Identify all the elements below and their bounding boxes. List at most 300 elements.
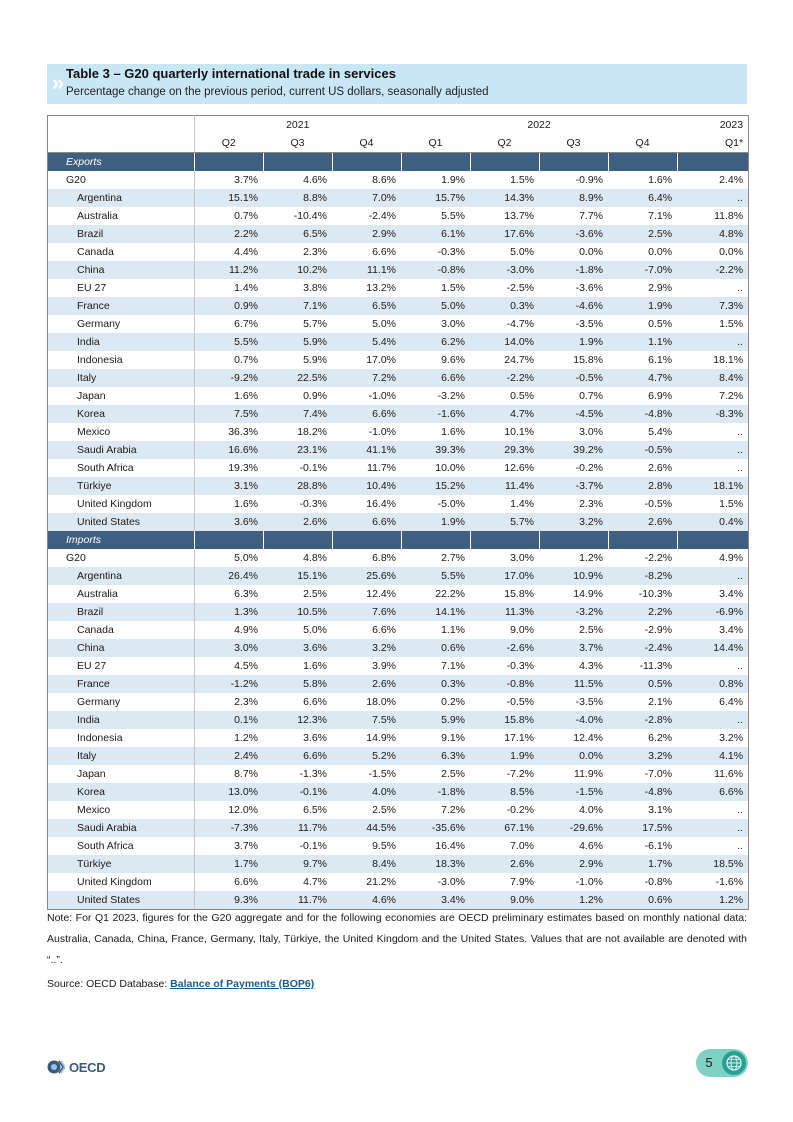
table-cell: 3.8% bbox=[303, 282, 327, 294]
table-cell: 17.6% bbox=[470, 225, 539, 243]
table-cell: 2.3% bbox=[303, 246, 327, 258]
table-cell: 1.4% bbox=[234, 282, 258, 294]
table-cell: 4.3% bbox=[579, 660, 604, 672]
table-cell: -0.5% bbox=[539, 369, 608, 387]
table-cell: -1.3% bbox=[299, 768, 327, 780]
table-row bbox=[48, 279, 748, 297]
table-cell: 3.6% bbox=[303, 732, 327, 744]
row-label: China bbox=[48, 639, 194, 657]
table-cell: 15.8% bbox=[573, 354, 604, 366]
table-cell: .. bbox=[677, 441, 748, 459]
table-cell: 4.1% bbox=[677, 747, 748, 765]
table-cell: 2.5% bbox=[303, 588, 327, 600]
table-cell: -1.8% bbox=[401, 783, 470, 801]
table-cell: 5.0% bbox=[372, 318, 397, 330]
table-row bbox=[48, 801, 748, 819]
table-cell: 39.3% bbox=[401, 441, 470, 459]
table-cell: -1.8% bbox=[539, 261, 608, 279]
section-header-cell bbox=[677, 153, 748, 172]
table-cell: 1.6% bbox=[303, 660, 327, 672]
table-cell: 3.7% bbox=[539, 639, 608, 657]
table-cell: 4.6% bbox=[332, 891, 401, 909]
table-cell: 12.4% bbox=[366, 588, 397, 600]
row-label: EU 27 bbox=[48, 279, 194, 297]
table-cell: 0.4% bbox=[677, 513, 748, 531]
section-title: Exports bbox=[48, 153, 194, 172]
table-cell: 2.3% bbox=[579, 498, 604, 510]
globe-icon bbox=[722, 1051, 746, 1075]
table-cell: 3.0% bbox=[194, 639, 263, 657]
table-cell: -2.6% bbox=[470, 639, 539, 657]
header-corner bbox=[48, 116, 194, 135]
table-cell: 1.6% bbox=[234, 498, 258, 510]
table-cell: 29.3% bbox=[470, 441, 539, 459]
year-header-row bbox=[48, 116, 748, 135]
table-cell: 5.0% bbox=[510, 246, 535, 258]
table-cell: 5.5% bbox=[194, 333, 263, 351]
table-cell: 21.2% bbox=[366, 876, 397, 888]
table-cell: -7.0% bbox=[608, 261, 677, 279]
table-cell: 9.0% bbox=[470, 891, 539, 909]
table-cell: -11.3% bbox=[639, 660, 673, 672]
table-cell: 7.1% bbox=[648, 210, 673, 222]
table-cell: 3.7% bbox=[234, 174, 258, 186]
table-cell: 3.2% bbox=[608, 747, 677, 765]
table-cell: 14.0% bbox=[470, 333, 539, 351]
table-cell: -6.1% bbox=[644, 840, 673, 852]
table-cell: -0.2% bbox=[575, 462, 604, 474]
table-cell: 2.8% bbox=[608, 477, 677, 495]
table-cell: 7.1% bbox=[263, 297, 332, 315]
table-cell: 6.2% bbox=[648, 732, 673, 744]
table-cell: 41.1% bbox=[332, 441, 401, 459]
table-row bbox=[48, 567, 748, 585]
quarter-header: Q2 bbox=[470, 134, 539, 153]
table-cell: 5.5% bbox=[441, 210, 466, 222]
table-cell: 4.8% bbox=[677, 225, 748, 243]
table-cell: 1.9% bbox=[470, 747, 539, 765]
table-cell: 5.2% bbox=[332, 747, 401, 765]
table-cell: 26.4% bbox=[194, 567, 263, 585]
table-cell: -2.4% bbox=[368, 210, 397, 222]
table-row bbox=[48, 243, 748, 261]
table-cell: 1.7% bbox=[608, 855, 677, 873]
table-cell: 2.5% bbox=[372, 804, 397, 816]
table-cell: 1.2% bbox=[579, 552, 604, 564]
table-cell: 3.1% bbox=[194, 477, 263, 495]
row-label: Brazil bbox=[48, 225, 194, 243]
table-cell: -4.8% bbox=[608, 405, 677, 423]
table-cell: .. bbox=[737, 840, 744, 852]
table-cell: .. bbox=[677, 333, 748, 351]
row-label: Indonesia bbox=[48, 351, 194, 369]
table-cell: .. bbox=[737, 660, 744, 672]
table-cell: 4.7% bbox=[608, 369, 677, 387]
quarter-header: Q1 bbox=[401, 134, 470, 153]
row-label: Germany bbox=[48, 315, 194, 333]
table-cell: 9.5% bbox=[372, 840, 397, 852]
table-cell: 0.7% bbox=[234, 354, 258, 366]
table-cell: 4.6% bbox=[579, 840, 604, 852]
table-cell: 1.2% bbox=[677, 891, 748, 909]
row-label: France bbox=[48, 297, 194, 315]
table-cell: -35.6% bbox=[401, 819, 470, 837]
table-cell: 6.9% bbox=[648, 390, 673, 402]
table-cell: 3.4% bbox=[401, 891, 470, 909]
double-chevron-icon: » bbox=[51, 70, 59, 95]
table-cell: 5.5% bbox=[401, 567, 470, 585]
table-cell: 13.2% bbox=[366, 282, 397, 294]
table-cell: 18.2% bbox=[297, 426, 327, 438]
table-cell: 6.2% bbox=[401, 333, 470, 351]
table-cell: 5.0% bbox=[401, 297, 470, 315]
table-cell: 6.1% bbox=[648, 354, 673, 366]
section-header-cell bbox=[401, 531, 470, 549]
row-label: India bbox=[48, 333, 194, 351]
table-cell: 8.8% bbox=[263, 189, 332, 207]
table-cell: 0.7% bbox=[234, 210, 258, 222]
table-cell: 11.7% bbox=[263, 891, 332, 909]
table-cell: 10.4% bbox=[332, 477, 401, 495]
table-cell: -1.0% bbox=[575, 876, 604, 888]
table-cell: 4.7% bbox=[470, 405, 539, 423]
table-cell: .. bbox=[737, 282, 744, 294]
table-cell: 9.3% bbox=[194, 891, 263, 909]
table-cell: -0.5% bbox=[608, 441, 677, 459]
section-header-cell bbox=[194, 531, 263, 549]
row-label: Indonesia bbox=[48, 729, 194, 747]
table-cell: 6.8% bbox=[372, 552, 397, 564]
section-header-exports bbox=[48, 153, 748, 172]
table-cell: -3.2% bbox=[437, 390, 466, 402]
table-cell: -2.5% bbox=[506, 282, 535, 294]
table-row bbox=[48, 603, 748, 621]
table-cell: 2.9% bbox=[648, 282, 673, 294]
table-cell: 24.7% bbox=[504, 354, 535, 366]
quarter-header: Q3 bbox=[539, 134, 608, 153]
section-header-cell bbox=[194, 153, 263, 172]
section-header-cell bbox=[332, 153, 401, 172]
table-cell: 6.3% bbox=[234, 588, 258, 600]
table-cell: 5.4% bbox=[332, 333, 401, 351]
source-line bbox=[47, 978, 314, 990]
table-cell: 2.6% bbox=[470, 855, 539, 873]
table-cell: -1.5% bbox=[368, 768, 397, 780]
table-cell: 5.7% bbox=[470, 513, 539, 531]
table-cell: 4.9% bbox=[719, 552, 744, 564]
table-row bbox=[48, 765, 748, 783]
table-cell: .. bbox=[677, 711, 748, 729]
row-label: Türkiye bbox=[48, 855, 194, 873]
table-cell: 25.6% bbox=[332, 567, 401, 585]
table-cell: 11.8% bbox=[714, 210, 744, 222]
table-row bbox=[48, 477, 748, 495]
table-cell: 22.2% bbox=[435, 588, 466, 600]
table-cell: 2.1% bbox=[648, 696, 673, 708]
table-cell: 44.5% bbox=[332, 819, 401, 837]
table-cell: 2.3% bbox=[234, 696, 258, 708]
table-cell: -0.8% bbox=[470, 675, 539, 693]
table-cell: -1.0% bbox=[368, 426, 397, 438]
table-cell: 3.4% bbox=[719, 624, 744, 636]
table-cell: 0.6% bbox=[401, 639, 470, 657]
table-cell: 7.0% bbox=[510, 840, 535, 852]
table-cell: 12.4% bbox=[573, 732, 604, 744]
table-cell: 7.0% bbox=[332, 189, 401, 207]
table-cell: .. bbox=[677, 567, 748, 585]
table-cell: 6.6% bbox=[303, 696, 327, 708]
table-subtitle: Percentage change on the previous period, current US dollars, seasonally adjusted bbox=[66, 86, 489, 98]
table-row bbox=[48, 315, 748, 333]
table-cell: 0.0% bbox=[539, 747, 608, 765]
table-cell: 14.9% bbox=[573, 588, 604, 600]
table-cell: 5.9% bbox=[401, 711, 470, 729]
section-header-cell bbox=[332, 531, 401, 549]
table-cell: 9.6% bbox=[441, 354, 466, 366]
table-cell: 11.7% bbox=[367, 462, 397, 474]
row-label: Mexico bbox=[48, 801, 194, 819]
table-cell: 3.6% bbox=[194, 513, 263, 531]
table-cell: 23.1% bbox=[263, 441, 332, 459]
table-row bbox=[48, 711, 748, 729]
table-cell: 19.3% bbox=[228, 462, 258, 474]
table-row bbox=[48, 657, 748, 675]
table-cell: 7.6% bbox=[332, 603, 401, 621]
table-row bbox=[48, 405, 748, 423]
table-cell: 7.2% bbox=[719, 390, 744, 402]
table-cell: -3.0% bbox=[437, 876, 466, 888]
table-cell: 2.4% bbox=[719, 174, 744, 186]
table-row bbox=[48, 441, 748, 459]
table-cell: 11.5% bbox=[539, 675, 608, 693]
row-label: G20 bbox=[48, 171, 194, 189]
table-cell: 0.5% bbox=[648, 318, 673, 330]
table-cell: 4.6% bbox=[303, 174, 327, 186]
table-cell: 2.6% bbox=[263, 513, 332, 531]
row-label: United Kingdom bbox=[48, 495, 194, 513]
table-cell: -0.5% bbox=[506, 696, 535, 708]
table-cell: 5.0% bbox=[303, 624, 327, 636]
quarter-header: Q1* bbox=[677, 134, 748, 153]
table-row bbox=[48, 891, 748, 909]
table-cell: -2.2% bbox=[644, 552, 673, 564]
table-cell: 7.9% bbox=[510, 876, 535, 888]
row-label: Canada bbox=[48, 243, 194, 261]
table-cell: 6.4% bbox=[608, 189, 677, 207]
table-cell: 0.8% bbox=[677, 675, 748, 693]
row-label: United Kingdom bbox=[48, 873, 194, 891]
table-cell: -8.3% bbox=[677, 405, 748, 423]
table-cell: 1.5% bbox=[510, 174, 535, 186]
section-title: Imports bbox=[48, 531, 194, 549]
table-cell: -7.0% bbox=[644, 768, 673, 780]
table-cell: 12.6% bbox=[504, 462, 535, 474]
table-cell: -3.0% bbox=[470, 261, 539, 279]
table-cell: 4.8% bbox=[303, 552, 327, 564]
row-label: Argentina bbox=[48, 567, 194, 585]
table-cell: 18.0% bbox=[366, 696, 397, 708]
table-cell: 1.4% bbox=[510, 498, 535, 510]
table-cell: -7.2% bbox=[506, 768, 535, 780]
table-cell: 11.2% bbox=[194, 261, 263, 279]
table-cell: 1.6% bbox=[441, 426, 466, 438]
table-cell: -5.0% bbox=[437, 498, 466, 510]
table-cell: -2.8% bbox=[608, 711, 677, 729]
row-label: Italy bbox=[48, 369, 194, 387]
table-row bbox=[48, 747, 748, 765]
table-row bbox=[48, 387, 748, 405]
table-cell: 0.0% bbox=[719, 246, 744, 258]
table-cell: 1.7% bbox=[194, 855, 263, 873]
table-row bbox=[48, 585, 748, 603]
row-label: Germany bbox=[48, 693, 194, 711]
table-cell: 15.8% bbox=[470, 711, 539, 729]
table-cell: 7.5% bbox=[194, 405, 263, 423]
table-cell: 7.5% bbox=[332, 711, 401, 729]
table-row bbox=[48, 225, 748, 243]
row-label: India bbox=[48, 711, 194, 729]
table-cell: 10.2% bbox=[263, 261, 332, 279]
page-number: 5 bbox=[705, 1055, 713, 1070]
row-label: United States bbox=[48, 891, 194, 909]
table-cell: -1.6% bbox=[715, 876, 744, 888]
table-cell: -3.6% bbox=[539, 225, 608, 243]
table-cell: 1.5% bbox=[719, 498, 744, 510]
table-cell: 3.2% bbox=[539, 513, 608, 531]
table-row bbox=[48, 783, 748, 801]
table-cell: 2.6% bbox=[648, 462, 673, 474]
table-row bbox=[48, 819, 748, 837]
table-cell: 1.6% bbox=[234, 390, 258, 402]
row-label: Saudi Arabia bbox=[48, 441, 194, 459]
table-cell: 4.9% bbox=[234, 624, 258, 636]
table-cell: -0.5% bbox=[644, 498, 673, 510]
table-cell: 15.1% bbox=[194, 189, 263, 207]
table-cell: 16.6% bbox=[194, 441, 263, 459]
table-cell: 4.0% bbox=[332, 783, 401, 801]
table-cell: 11.1% bbox=[332, 261, 401, 279]
table-cell: 2.4% bbox=[194, 747, 263, 765]
table-cell: 6.7% bbox=[234, 318, 258, 330]
table-cell: 6.3% bbox=[401, 747, 470, 765]
table-cell: -3.2% bbox=[539, 603, 608, 621]
row-label: Japan bbox=[48, 387, 194, 405]
table-cell: 39.2% bbox=[539, 441, 608, 459]
table-row bbox=[48, 639, 748, 657]
table-cell: 0.6% bbox=[608, 891, 677, 909]
table-cell: -3.7% bbox=[539, 477, 608, 495]
table-cell: 3.2% bbox=[332, 639, 401, 657]
table-cell: 15.8% bbox=[504, 588, 535, 600]
table-cell: 4.7% bbox=[303, 876, 327, 888]
table-cell: 8.6% bbox=[372, 174, 397, 186]
table-cell: 3.4% bbox=[719, 588, 744, 600]
table-cell: 4.0% bbox=[579, 804, 604, 816]
table-cell: 6.4% bbox=[719, 696, 744, 708]
quarter-header: Q3 bbox=[263, 134, 332, 153]
source-prefix: Source: OECD Database: bbox=[47, 978, 171, 990]
table-cell: 1.3% bbox=[194, 603, 263, 621]
table-cell: 16.4% bbox=[366, 498, 397, 510]
table-cell: 28.8% bbox=[263, 477, 332, 495]
table-cell: 12.0% bbox=[228, 804, 258, 816]
table-cell: 6.6% bbox=[263, 747, 332, 765]
table-cell: 8.5% bbox=[470, 783, 539, 801]
section-header-cell bbox=[401, 153, 470, 172]
source-link[interactable]: Balance of Payments (BOP6) bbox=[170, 978, 315, 990]
table-cell: -2.2% bbox=[677, 261, 748, 279]
row-label: Korea bbox=[48, 405, 194, 423]
table-cell: 3.1% bbox=[648, 804, 673, 816]
table-cell: -10.4% bbox=[293, 210, 327, 222]
header-corner-lower bbox=[48, 134, 194, 153]
table-row bbox=[48, 351, 748, 369]
table-cell: -3.5% bbox=[575, 696, 604, 708]
table-cell: 5.4% bbox=[648, 426, 673, 438]
row-label: China bbox=[48, 261, 194, 279]
table-cell: -0.3% bbox=[299, 498, 327, 510]
table-cell: 0.3% bbox=[401, 675, 470, 693]
oecd-logo-icon bbox=[47, 1058, 65, 1076]
table-row bbox=[48, 729, 748, 747]
table-cell: -6.9% bbox=[677, 603, 748, 621]
table-cell: 6.6% bbox=[332, 513, 401, 531]
table-cell: 1.9% bbox=[539, 333, 608, 351]
row-label: Korea bbox=[48, 783, 194, 801]
table-cell: 10.1% bbox=[504, 426, 535, 438]
table-cell: 6.6% bbox=[401, 369, 470, 387]
table-cell: -3.6% bbox=[575, 282, 604, 294]
table-cell: 15.1% bbox=[263, 567, 332, 585]
oecd-logo bbox=[47, 1058, 105, 1076]
table-cell: 7.3% bbox=[677, 297, 748, 315]
table-row bbox=[48, 207, 748, 225]
table-row bbox=[48, 423, 748, 441]
table-cell: -2.9% bbox=[644, 624, 673, 636]
section-header-cell bbox=[263, 531, 332, 549]
table-cell: 7.2% bbox=[332, 369, 401, 387]
section-header-cell bbox=[470, 153, 539, 172]
section-header-cell bbox=[677, 531, 748, 549]
table-cell: 1.5% bbox=[441, 282, 466, 294]
table-cell: 1.1% bbox=[441, 624, 466, 636]
table-cell: -7.3% bbox=[194, 819, 263, 837]
row-label: Australia bbox=[48, 207, 194, 225]
table-cell: 3.2% bbox=[719, 732, 744, 744]
table-row bbox=[48, 693, 748, 711]
table-cell: 6.6% bbox=[234, 876, 258, 888]
row-label: Italy bbox=[48, 747, 194, 765]
table-cell: 7.2% bbox=[441, 804, 466, 816]
table-cell: 0.7% bbox=[579, 390, 604, 402]
table-cell: 12.3% bbox=[263, 711, 332, 729]
table-cell: 6.6% bbox=[372, 246, 397, 258]
section-header-cell bbox=[539, 153, 608, 172]
table-row bbox=[48, 171, 748, 189]
table-row bbox=[48, 369, 748, 387]
table-cell: 9.0% bbox=[510, 624, 535, 636]
table-cell: 17.0% bbox=[366, 354, 397, 366]
table-cell: 2.2% bbox=[608, 603, 677, 621]
row-label: EU 27 bbox=[48, 657, 194, 675]
year-header-2022: 2022 bbox=[401, 116, 677, 135]
table-cell: 8.4% bbox=[332, 855, 401, 873]
table-cell: 36.3% bbox=[228, 426, 258, 438]
section-header-cell bbox=[263, 153, 332, 172]
table-cell: 0.0% bbox=[579, 246, 604, 258]
section-header-cell bbox=[470, 531, 539, 549]
table-cell: -0.1% bbox=[299, 840, 327, 852]
